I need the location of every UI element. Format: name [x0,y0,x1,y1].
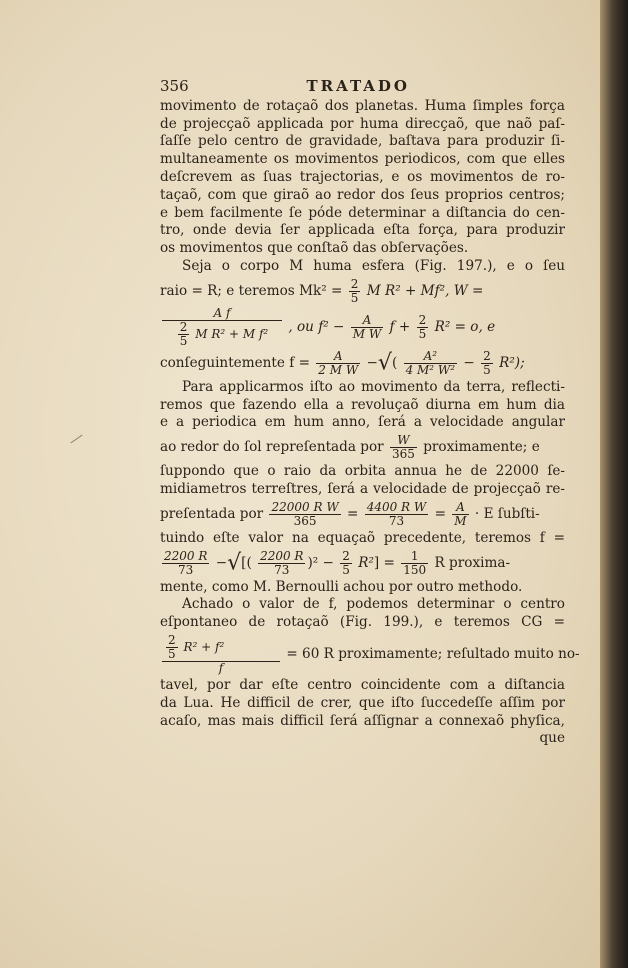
fraction: $\frac{2200 R}{73}$ [260,548,304,577]
fraction: $\frac{2}{5}$ [168,632,176,661]
fraction: $\frac{2}{5}$ [483,348,491,377]
paragraph-3 [160,379,565,597]
equation-line [160,307,565,348]
fraction: A f $\frac{2}{5}$ M R² + M f² [162,307,282,348]
text-line: de projecçaõ applicada por huma direcçaõ, que naõ paſ- [160,115,565,132]
fraction: $\frac{A}{\text{2 M W}}$ [318,348,359,377]
equation-line [160,632,580,675]
fraction: $\frac{2}{5}$ R² + f² f [162,634,280,675]
page-header [160,78,565,96]
text-line: e a periodica em hum anno, ſerá a velocidade angular [160,414,565,431]
equation-text: R² = o, e [434,318,496,335]
text-line: e bem facilmente ſe póde determinar a diſtancia do cen- [160,204,565,221]
fraction: $\frac{\text{4400 R W}}{73}$ [366,499,427,528]
text-line: Achado o valor de f, podemos determinar o centro [182,596,565,613]
equation-text: preſentada por [160,505,264,522]
fraction: $\frac{2}{5}$ [179,319,188,348]
fraction: $\frac{2}{5}$ [342,548,350,577]
text-line: Seja o corpo M huma esfera (Fig. 197.), e o ſeu [182,257,565,274]
text-line: ſaſſe pelo centro de gravidade, baſtava para produzir ſi- [160,133,565,150]
text-line: deſcrevem as ſuas trajectorias, e os movimentos de ro- [160,168,565,185]
equation-text: M R² + Mf², W = [366,282,484,299]
fraction: $\frac{\text{A²}}{\text{4 M² W²}}$ [405,348,456,377]
fraction: $\frac{A}{\text{M W}}$ [352,312,382,341]
text-line: da Lua. He difficil de crer, que iſto ſuccedeſſe aſſim por [160,694,565,711]
equation-line [160,434,565,461]
catchword: que [539,730,565,747]
running-title: TRATADO [306,77,410,95]
fraction: $\frac{A}{M}$ [454,499,467,528]
text-line: eſpontaneo de rotaçaõ (Fig. 199.), e teremos CG = [160,614,565,631]
fraction: $\frac{\text{22000 R W}}{365}$ [271,499,339,528]
text-line: os movimentos que conſtaõ das obſervações. [160,240,469,257]
text-line: tro, onde devia ſer applicada eſta força, para produzir [160,222,565,239]
equation-line: preſentada por $\frac{\text{22000 R W}}{365}$ = $\frac{\text{4400 R W}}{73}$ = $\frac{A}{M}$ · E ſubſti- [160,499,540,528]
text-line: mente, como M. Bernoulli achou por outro methodo. [160,578,523,595]
text-line: Para applicarmos iſto ao movimento da terra, reflecti- [182,378,565,395]
equation-text: , ou f² − [288,318,345,335]
sqrt-sign: √ [227,550,242,576]
equation-line: conſeguintemente f = $\frac{A}{\text{2 M W}}$ −√( $\frac{\text{A²}}{\text{4 M² W²}}$ − $\frac{2}{5}$ R²); [160,348,525,377]
equation-text: R proxima- [434,554,511,571]
text-line: midiametros terreſtres, ſerá a velocidade de projecçaõ re- [160,480,565,497]
paragraph-2 [160,258,565,377]
sqrt-sign: √ [377,350,392,376]
fraction: $\frac{2}{5}$ [418,312,427,341]
fraction: $\frac{2}{5}$ [350,276,359,305]
equation-text: E ſubſti- [483,505,540,522]
fraction: $\frac{W}{365}$ [391,433,415,462]
equation-text: conſeguintemente f = [160,354,310,371]
equation-text: = 60 R proximamente; reſultado muito no- [286,645,580,662]
equation-text: raio = R; e teremos Mk² = [160,282,343,299]
text-line: multaneamente os movimentos periodicos, com que elles [160,151,565,168]
paragraph-1 [160,98,565,258]
equation-text: ao redor do ſol repreſentada por [160,439,384,456]
text-line: ſuppondo que o raio da orbita annua he de 22000 ſe- [160,463,565,480]
page-text [160,77,580,748]
equation-line: $\frac{2200 R}{73}$ −√[( $\frac{2200 R}{73}$ )² − $\frac{2}{5}$ R²] = $\frac{1}{150}$ R proxima- [164,548,511,577]
page-number: 356 [160,77,189,95]
text-line: tuindo eſte valor na equaçaõ precedente, teremos f = [160,529,565,546]
equation-text: f + [389,318,411,335]
equation-text: proximamente; e [423,439,540,456]
equation-line [160,278,565,305]
book-gutter [600,0,628,968]
text-line: movimento de rotaçaõ dos planetas. Huma ſimples força [160,97,565,114]
text-line: remos que fazendo ella a revoluçaõ diurna em hum dia [160,396,565,413]
fraction: $\frac{1}{150}$ [403,548,427,577]
fraction: $\frac{2200 R}{73}$ [164,548,208,577]
text-line: taçaõ, com que giraõ ao redor dos ſeus proprios centros; [160,186,565,203]
text-line: tavel, por dar eſte centro coincidente com a diſtancia [160,676,565,693]
text-line: acaſo, mas mais difficil ſerá aſſignar a connexaõ phyſica, [160,712,565,729]
equation-text: R²); [499,354,525,371]
paragraph-4 [160,596,580,748]
